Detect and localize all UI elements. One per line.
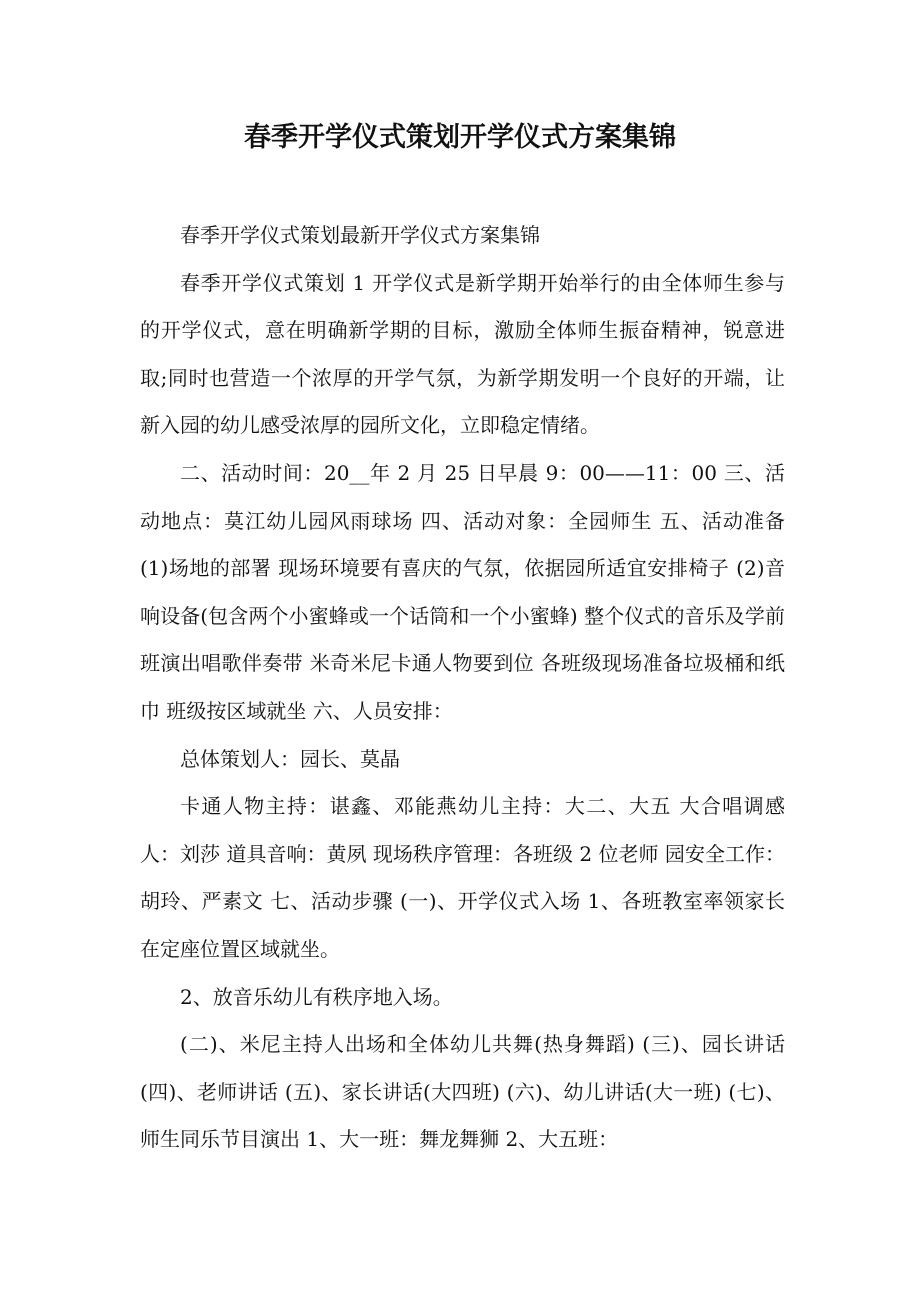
paragraph-staff-and-steps: 卡通人物主持：谌鑫、邓能燕幼儿主持：大二、大五 大合唱调感人：刘莎 道具音响：黄夙 现场秩序管理：各班级 2 位老师 园安全工作：胡玲、严素文 七、活动步骤 (一)、开学仪式入场 1、各班教室率领家长在定座位置区域就坐。 [140,794,785,961]
paragraph-program: (二)、米尼主持人出场和全体幼儿共舞(热身舞蹈) (三)、园长讲话 (四)、老师讲话 (五)、家长讲话(大四班) (六)、幼儿讲话(大一班) (七)、师生同乐节目演出 1、大一班：舞龙舞狮 2、大五班： [140,1032,785,1152]
paragraph-introduction: 春季开学仪式策划 1 开学仪式是新学期开始举行的由全体师生参与的开学仪式，意在明确新学期的目标，激励全体师生振奋精神，锐意进取;同时也营造一个浓厚的开学气氛，为新学期发明一个良好的开端，让新入园的幼儿感受浓厚的园所文化，立即稳定情绪。 [140,270,785,438]
paragraph-planner: 总体策划人：园长、莫晶 [180,746,400,771]
paragraph-subtitle: 春季开学仪式策划最新开学仪式方案集锦 [180,223,540,247]
paragraph-entry-music: 2、放音乐幼儿有秩序地入场。 [180,984,453,1009]
document-body [140,212,785,1164]
document-title: 春季开学仪式策划开学仪式方案集锦 [244,122,676,153]
paragraph-activity-details: 二、活动时间：20__年 2 月 25 日早晨 9：00——11：00 三、活动地点：莫江幼儿园风雨球场 四、活动对象：全园师生 五、活动准备 (1)场地的部署 现场环境要有喜庆的气氛，依据园所适宜安排椅子 (2)音响设备(包含两个小蜜蜂或一个话筒和一个小蜜蜂) 整个仪式的音乐及学前班演出唱歌伴奏带 米奇米尼卡通人物要到位 各班级现场准备垃圾桶和纸巾 班级按区域就坐 六、人员安排： [140,460,785,723]
